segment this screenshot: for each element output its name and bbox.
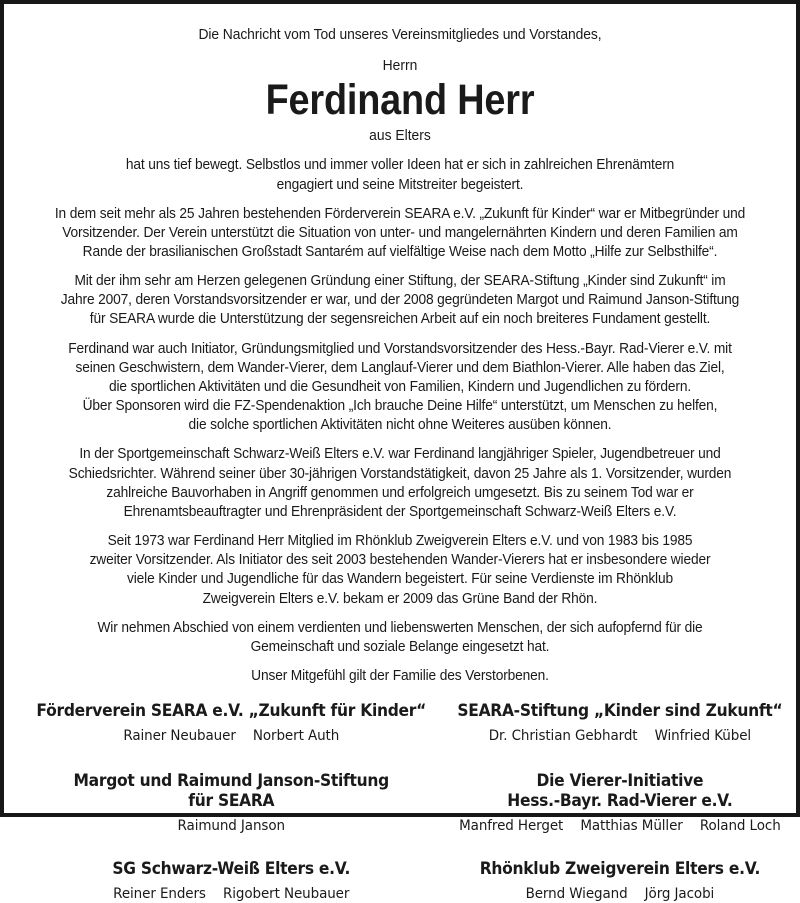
paragraph-line: Ferdinand war auch Initiator, Gründungsmitglied und Vorstandsvorsitzender des Hess.-Bayr. Rad-Vierer e.V. mit — [68, 340, 732, 357]
paragraph-line: Ehrenamtsbeauftragter und Ehrenpräsident der Sportgemeinschaft Schwarz-Weiß Elters e.V. — [123, 503, 677, 520]
paragraph-line: Mit der ihm sehr am Herzen gelegenen Gründung einer Stiftung, der SEARA-Stiftung „Kinder sind Zukunft“ im — [74, 273, 726, 290]
paragraph-line: engagiert und seine Mitstreiter begeistert. — [276, 176, 524, 193]
signatory-people — [455, 727, 783, 745]
paragraph-line: Unser Mitgefühl gilt der Familie des Verstorbenen. — [251, 667, 549, 684]
signatory-vierer-initiative — [443, 745, 797, 835]
paragraph-line: Schiedsrichter. Während seiner über 30-jährigen Vorstandstätigkeit, davon 25 Jahre als 1. Vorsitzender, wurden — [68, 465, 732, 482]
deceased-name: Ferdinand Herr — [265, 75, 535, 124]
signatory-person: Rigobert Neubauer — [222, 885, 350, 902]
paragraph-line: Wir nehmen Abschied von einem verdienten und liebenswerten Menschen, der sich aufopfernd für die — [97, 619, 703, 636]
notice-inner — [4, 4, 796, 902]
organization-name — [457, 771, 782, 812]
paragraph-line: In der Sportgemeinschaft Schwarz-Weiß Elters e.V. war Ferdinand langjähriger Spieler, Jugendbetreuer und — [79, 446, 721, 463]
signatory-person: Winfried Kübel — [654, 727, 751, 744]
signatory-people — [455, 885, 783, 903]
honorific: Herrn — [382, 58, 418, 75]
signatory-person: Manfred Herget — [458, 817, 563, 834]
paragraph-line: Vorsitzender. Der Verein unterstützt die Situation von unter- und mangelernährten Kindern und deren Familien am — [62, 224, 738, 241]
paragraph-line: Rande der brasilianischen Großstadt Santarém auf vielfältige Weise nach dem Motto „Hilfe zur Selbsthilfe“. — [82, 244, 718, 260]
organization-name-line: für SEARA — [188, 791, 275, 811]
paragraph-line: In dem seit mehr als 25 Jahren bestehenden Förderverein SEARA e.V. „Zukunft für Kinder“ war er Mitbegründer und — [54, 205, 746, 222]
signatory-people — [34, 817, 428, 835]
organization-name — [457, 859, 782, 879]
paragraph-line: die sportlichen Aktivitäten und die Gesundheit von Familien, Kindern und Jugendlichen zu fördern. — [108, 378, 692, 395]
organization-name-line: Förderverein SEARA e.V. „Zukunft für Kinder“ — [36, 701, 427, 721]
paragraph-line: seinen Geschwistern, dem Wander-Vierer, dem Langlauf-Vierer und dem Biathlon-Vierer. Alle haben das Ziel, — [75, 359, 725, 376]
organization-name-line: Hess.-Bayr. Rad-Vierer e.V. — [506, 791, 733, 811]
signatory-person: Rainer Neubauer — [123, 727, 236, 744]
paragraph-line: Seit 1973 war Ferdinand Herr Mitglied im Rhönklub Zweigverein Elters e.V. und von 1983 bis 1985 — [107, 533, 693, 550]
organization-name-line: SG Schwarz-Weiß Elters e.V. — [112, 859, 351, 879]
paragraph-line: Jahre 2007, deren Vorstandsvorsitzender er war, und der 2008 gegründeten Margot und Raimund Janson-Stiftung — [60, 292, 740, 309]
signatory-person: Bernd Wiegand — [525, 885, 628, 902]
signatory-person: Reiner Enders — [113, 885, 206, 902]
signatory-people — [34, 727, 428, 745]
signatory-person: Matthias Müller — [579, 817, 683, 834]
notice-header — [20, 18, 780, 145]
signatory-people — [34, 885, 428, 903]
paragraph-rad-vierer — [37, 340, 763, 436]
signatory-person: Norbert Auth — [252, 727, 340, 744]
paragraph-line: viele Kinder und Jugendliche für das Wandern begeistert. Für seine Verdienste im Rhönklub — [127, 571, 673, 588]
paragraph-line: die solche sportlichen Aktivitäten nicht ohne Weiteres ausüben können. — [188, 417, 612, 434]
signatory-person: Jörg Jacobi — [644, 885, 714, 902]
paragraph-seara-foerderverein — [37, 205, 763, 262]
paragraph-beileid — [37, 667, 763, 686]
organization-name — [36, 859, 426, 879]
organization-name — [457, 701, 782, 721]
paragraph-intro — [37, 156, 763, 194]
organization-name — [36, 701, 426, 721]
organization-name-line: Die Vierer-Initiative — [536, 771, 703, 791]
paragraph-abschied — [37, 619, 763, 657]
organization-name-line: Rhönklub Zweigverein Elters e.V. — [479, 859, 760, 879]
organization-name-line: Margot und Raimund Janson-Stiftung — [73, 771, 389, 791]
signatory-person: Raimund Janson — [177, 817, 285, 834]
paragraph-line: Über Sponsoren wird die FZ-Spendenaktion „Ich brauche Deine Hilfe“ unterstützt, um Menschen zu helfen, — [82, 398, 718, 415]
paragraph-line: für SEARA wurde die Unterstützung der segensreichen Arbeit auf ein noch breiteres Fundament gestellt. — [89, 311, 711, 328]
eulogy-body — [20, 156, 780, 686]
signatory-sg-schwarz-weiss-elters — [20, 835, 443, 903]
signatory-people — [455, 817, 783, 835]
signatory-janson-stiftung — [20, 745, 443, 835]
signatory-person: Roland Loch — [699, 817, 781, 834]
signatory-person: Dr. Christian Gebhardt — [488, 727, 638, 744]
paragraph-line: Zweigverein Elters e.V. bekam er 2009 das Grüne Band der Rhön. — [202, 590, 598, 607]
paragraph-line: zweiter Vorsitzender. Als Initiator des seit 2003 bestehenden Wander-Vierers hat er insbesondere wieder — [89, 552, 711, 569]
signatory-grid — [20, 699, 780, 903]
paragraph-stiftungen — [37, 272, 763, 329]
organization-name-line: SEARA-Stiftung „Kinder sind Zukunft“ — [456, 701, 782, 721]
signatory-foerderverein-seara — [20, 699, 443, 745]
paragraph-rhoenklub — [37, 532, 763, 609]
paragraph-line: hat uns tief bewegt. Selbstlos und immer voller Ideen hat er sich in zahlreichen Ehrenämtern — [125, 157, 675, 174]
lead-line: Die Nachricht vom Tod unseres Vereinsmitgliedes und Vorstandes, — [198, 27, 602, 43]
paragraph-sportgemeinschaft — [37, 445, 763, 522]
paragraph-line: Gemeinschaft und soziale Belange eingesetzt hat. — [250, 638, 550, 655]
paragraph-line: zahlreiche Bauvorhaben in Angriff genommen und erfolgreich umgesetzt. Bis zu seinem Tod war er — [106, 484, 694, 501]
origin-place: aus Elters — [369, 127, 431, 144]
signatory-rhoenklub-zweigverein-elters — [443, 835, 797, 903]
signatory-seara-stiftung — [443, 699, 797, 745]
organization-name — [36, 771, 426, 812]
